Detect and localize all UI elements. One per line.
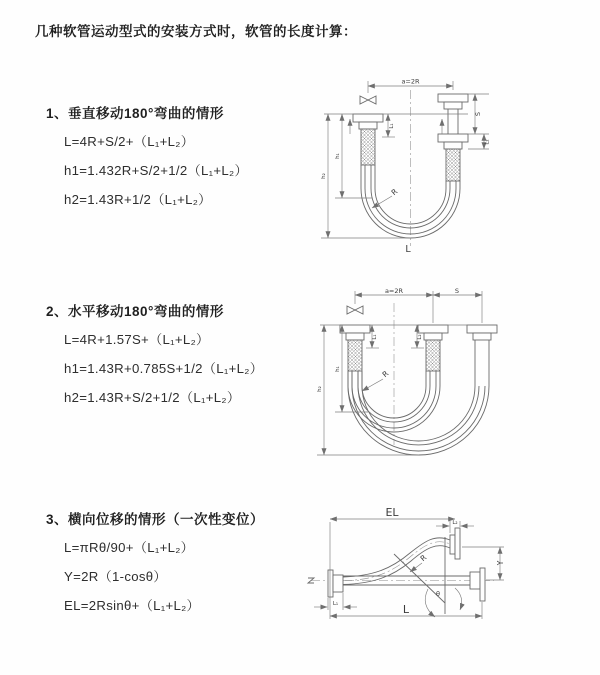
- braided-hose-right: [446, 149, 460, 181]
- label-h2: h₂: [321, 173, 327, 179]
- valve-icon: [360, 96, 376, 104]
- angle-arc-right: [455, 588, 462, 610]
- radius-leader: [410, 563, 422, 572]
- label-s: S: [474, 111, 482, 117]
- dimension-a2r: [355, 291, 482, 323]
- curved-hose: [343, 538, 450, 585]
- left-flange: [340, 325, 370, 340]
- label-h1: h₁: [335, 366, 341, 372]
- label-l: L: [402, 603, 410, 616]
- right-flange: [467, 325, 497, 340]
- label-l2: L₂: [417, 334, 423, 340]
- label-a2r: a=2R: [401, 77, 420, 86]
- right-lower-flange: [438, 134, 468, 149]
- label-r: R: [389, 186, 400, 198]
- right-upper-flange: [438, 94, 468, 109]
- section-vertical-180: [46, 102, 248, 218]
- label-l1: L₁: [332, 601, 339, 607]
- formula-line: h2=1.43R+S/2+1/2（L₁+L₂）: [64, 390, 241, 405]
- label-l2: L₂: [452, 520, 458, 526]
- label-l: L: [405, 244, 411, 255]
- formula-line: Y=2R（1-cosθ）: [64, 569, 167, 584]
- label-h2: h₂: [317, 386, 323, 392]
- formula-line: h1=1.432R+S/2+1/2（L₁+L₂）: [64, 163, 248, 178]
- formula-line: h1=1.43R+0.785S+1/2（L₁+L₂）: [64, 361, 264, 376]
- label-r: R: [380, 368, 391, 380]
- braided-hose-middle: [426, 340, 440, 371]
- displaced-pipe: [475, 340, 489, 386]
- left-flange: [353, 114, 383, 129]
- formula-line: L=πRθ/90+（L₁+L₂）: [64, 540, 195, 555]
- u-bend-displaced: [348, 368, 489, 455]
- section-horizontal-180: [46, 300, 263, 416]
- label-l1: L₁: [389, 123, 395, 129]
- horizontal-180-bend-diagram: [296, 283, 596, 468]
- section-1-heading: 1、垂直移动180°弯曲的情形: [46, 106, 224, 121]
- section-lateral-displacement: [46, 508, 264, 624]
- section-2-heading: 2、水平移动180°弯曲的情形: [46, 304, 224, 319]
- right-lower-flange: [470, 568, 485, 601]
- braided-hose-left: [361, 129, 375, 165]
- formula-line: EL=2Rsinθ+（L₁+L₂）: [64, 598, 200, 613]
- curved-hose-axis: [343, 542, 450, 581]
- formula-line: L=4R+S/2+（L₁+L₂）: [64, 134, 195, 149]
- label-h1: h₁: [335, 153, 341, 159]
- angle-arc-left: [425, 589, 435, 617]
- valve-icon: [347, 306, 363, 314]
- formula-line: L=4R+1.57S+（L₁+L₂）: [64, 332, 210, 347]
- label-s: S: [454, 287, 460, 295]
- label-el: EL: [385, 506, 399, 519]
- braided-hose-left: [348, 340, 362, 371]
- page-title: 几种软管运动型式的安装方式时，软管的长度计算：: [35, 24, 357, 39]
- lateral-displacement-diagram: [298, 497, 598, 627]
- section-3-heading: 3、横向位移的情形（一次性变位）: [46, 512, 265, 527]
- right-upper-flange: [450, 528, 460, 559]
- label-r: R: [418, 552, 429, 564]
- formula-line: h2=1.43R+1/2（L₁+L₂）: [64, 192, 212, 207]
- vertical-180-bend-diagram: [298, 72, 588, 268]
- label-a2r: a=2R: [384, 287, 404, 295]
- label-y: Y: [496, 560, 505, 566]
- dimension-h2: [317, 325, 419, 455]
- radius-leader: [372, 196, 392, 208]
- right-pipe: [448, 109, 458, 134]
- label-theta: θ: [436, 590, 440, 598]
- radius-leader: [362, 379, 383, 391]
- label-l2: L₂: [484, 139, 491, 145]
- label-l1: L₁: [372, 334, 378, 340]
